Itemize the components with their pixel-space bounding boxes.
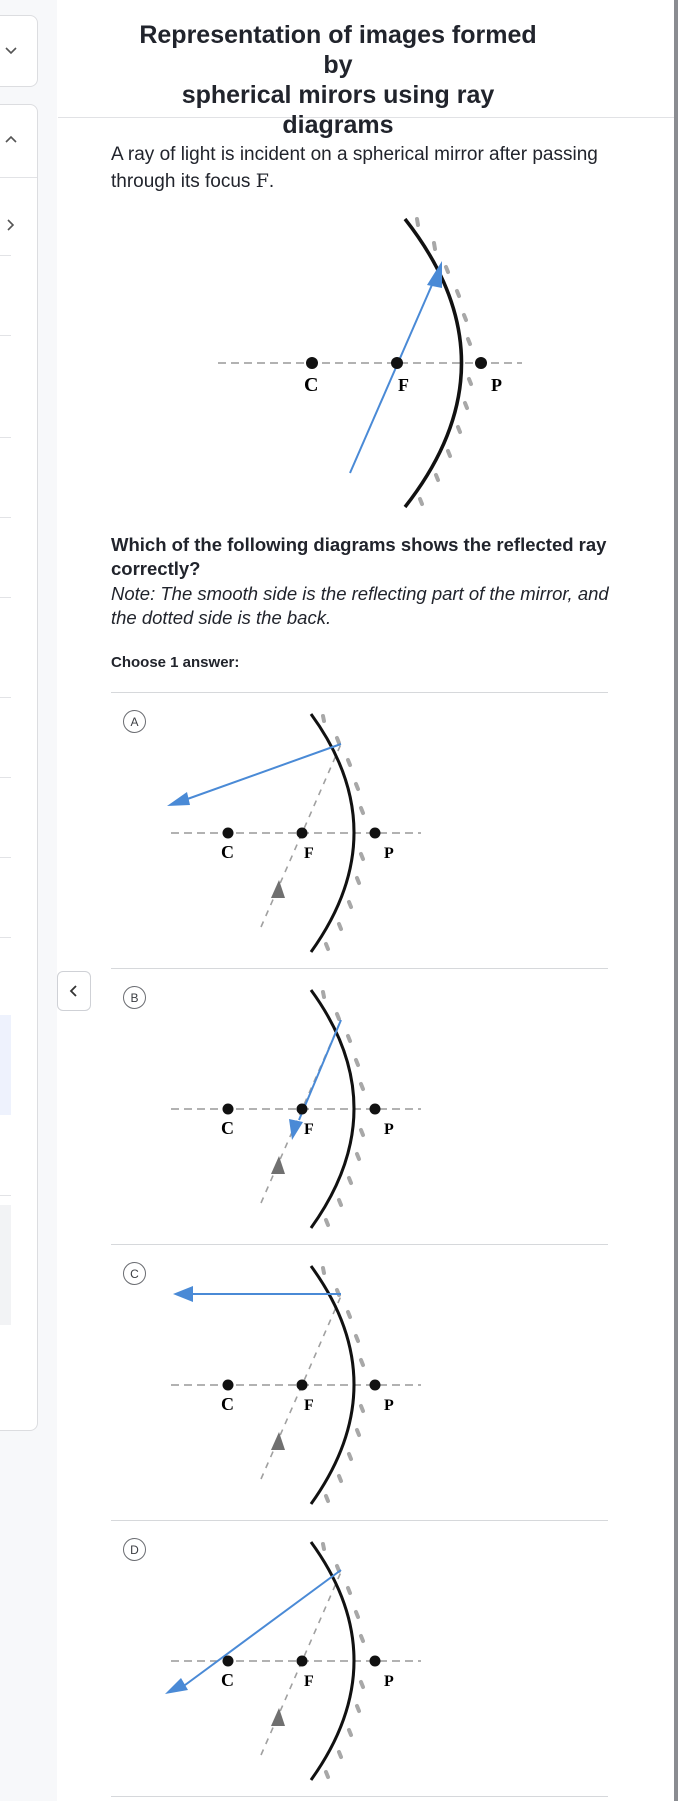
- answer-option-b[interactable]: [111, 970, 608, 1244]
- sidebar-divider: [0, 177, 37, 178]
- chevron-down-icon[interactable]: [3, 43, 19, 59]
- center-point: [306, 357, 318, 369]
- option-c-diagram: [151, 1246, 451, 1520]
- scrollbar[interactable]: [674, 0, 678, 1801]
- sidebar-divider: [0, 255, 11, 256]
- reflected-ray: [179, 744, 341, 802]
- ray-arrow-icon: [173, 1286, 193, 1302]
- sidebar-divider: [0, 335, 11, 336]
- answer-option-a[interactable]: [111, 694, 608, 968]
- chevron-up-icon[interactable]: [3, 131, 19, 147]
- label-f: F: [304, 845, 314, 862]
- answer-option-d[interactable]: [111, 1522, 608, 1796]
- sidebar-divider: [0, 1195, 11, 1196]
- answer-option-c[interactable]: [111, 1246, 608, 1520]
- ray-arrow-icon: [167, 792, 190, 806]
- page-title-line: spherical mirors using ray diagrams: [181, 81, 495, 139]
- label-f: F: [398, 375, 409, 395]
- incident-arrow-icon: [271, 1432, 285, 1450]
- label-p: P: [384, 845, 394, 862]
- lesson-sidebar: [0, 0, 57, 1801]
- sidebar-card-expanded: [0, 104, 38, 1431]
- sidebar-divider: [0, 697, 11, 698]
- label-p: P: [384, 1397, 394, 1414]
- question-note: Note: The smooth side is the reflecting part of the mirror, and the dotted side is the back.: [111, 583, 609, 628]
- option-b-diagram: [151, 970, 451, 1244]
- option-letter: B: [123, 986, 146, 1009]
- prompt-end: .: [268, 171, 275, 192]
- label-c: C: [221, 1394, 234, 1414]
- sidebar-divider: [0, 937, 11, 938]
- option-letter: A: [123, 710, 146, 733]
- label-c: C: [221, 1670, 234, 1690]
- incident-ray: [350, 271, 438, 473]
- focus-point: [391, 357, 403, 369]
- sidebar-divider: [0, 777, 11, 778]
- page-header: [58, 0, 678, 139]
- incident-arrow-icon: [271, 1708, 285, 1726]
- label-p: P: [384, 1673, 394, 1690]
- choose-label: Choose 1 answer:: [111, 654, 240, 671]
- label-c: C: [221, 842, 234, 862]
- sidebar-divider: [0, 437, 11, 438]
- incident-arrow-icon: [271, 1156, 285, 1174]
- chevron-left-icon: [66, 983, 82, 999]
- question-prompt: [111, 142, 631, 195]
- divider: [111, 1796, 608, 1797]
- focus-variable: F: [255, 170, 269, 192]
- divider: [111, 968, 608, 969]
- page-title-line: Representation of images formed by: [139, 21, 537, 79]
- divider: [111, 692, 608, 693]
- label-p: P: [491, 375, 502, 395]
- question-text: Which of the following diagrams shows the reflected ray correctly?: [111, 534, 607, 579]
- label-f: F: [304, 1121, 314, 1138]
- sidebar-divider: [0, 597, 11, 598]
- main-ray-diagram: [200, 215, 540, 515]
- collapse-sidebar-button[interactable]: [57, 971, 91, 1011]
- page-title: [138, 20, 538, 140]
- sidebar-item-active[interactable]: [0, 1015, 11, 1115]
- divider: [111, 1520, 608, 1521]
- sidebar-item[interactable]: [0, 1205, 11, 1325]
- ray-arrow-icon: [289, 1119, 303, 1140]
- prompt-text: A ray of light is incident on a spherical mirror after passing through its focus: [111, 144, 598, 192]
- reflected-ray: [181, 1570, 341, 1688]
- label-p: P: [384, 1121, 394, 1138]
- option-letter: D: [123, 1538, 146, 1561]
- label-f: F: [304, 1397, 314, 1414]
- sidebar-divider: [0, 517, 11, 518]
- pole-point: [475, 357, 487, 369]
- label-c: C: [304, 374, 319, 396]
- option-a-diagram: [151, 694, 451, 968]
- sidebar-divider: [0, 857, 11, 858]
- ray-arrow-icon: [165, 1678, 188, 1694]
- sidebar-card-collapsed[interactable]: [0, 15, 38, 87]
- option-letter: C: [123, 1262, 146, 1285]
- divider: [111, 1244, 608, 1245]
- label-c: C: [221, 1118, 234, 1138]
- option-d-diagram: [151, 1522, 451, 1796]
- incident-arrow-icon: [271, 880, 285, 898]
- label-f: F: [304, 1673, 314, 1690]
- chevron-right-icon[interactable]: [3, 217, 19, 233]
